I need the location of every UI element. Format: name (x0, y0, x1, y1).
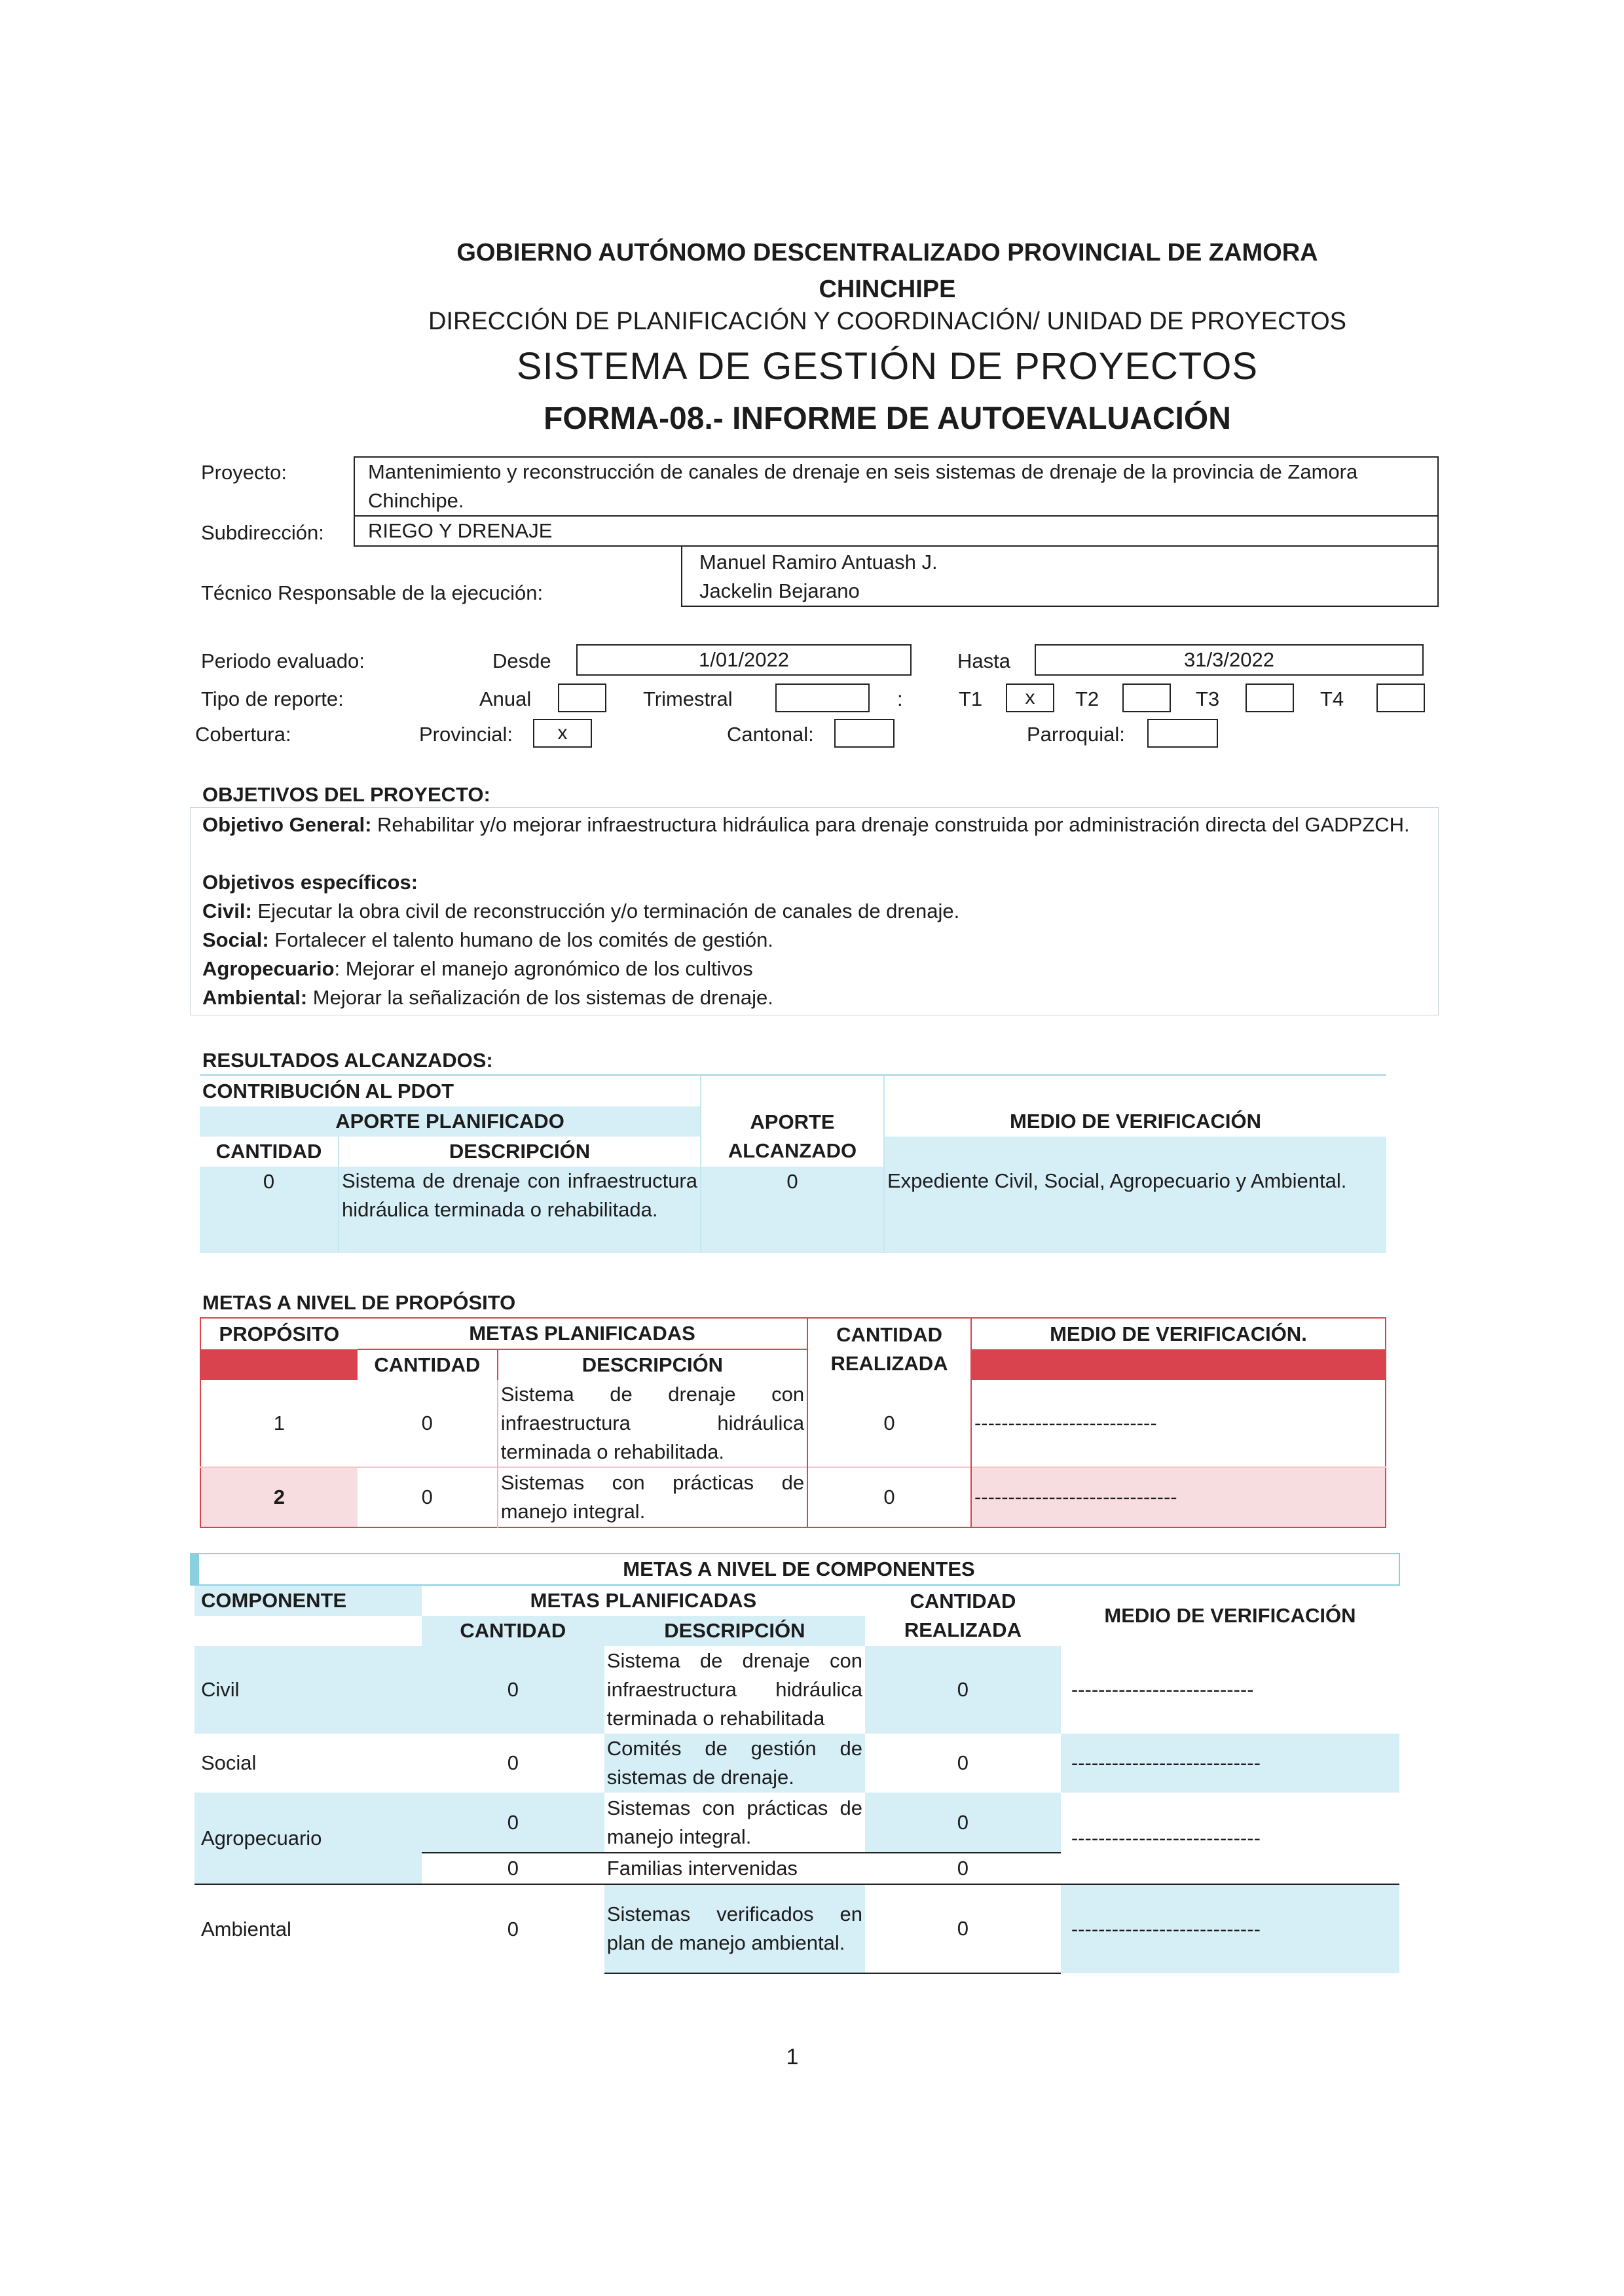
objetivos-box (190, 807, 1439, 1015)
system-title: SISTEMA DE GESTIÓN DE PROYECTOS (516, 345, 1259, 388)
pdot-row-cantidad: 0 (200, 1167, 339, 1253)
objetivo-agropecuario-label: Agropecuario (202, 957, 335, 980)
pdot-medio-header: MEDIO DE VERIFICACIÓN (884, 1106, 1386, 1137)
aporte-alcanzado-header: APORTE ALCANZADO (701, 1106, 884, 1167)
proposito-row-2-proposito: 2 (200, 1467, 358, 1527)
t4-checkbox[interactable] (1376, 683, 1425, 712)
hasta-label: Hasta (957, 649, 1010, 672)
proposito-descripcion-header: DESCRIPCIÓN (498, 1349, 807, 1380)
componentes-cantidad-header: CANTIDAD (422, 1616, 604, 1646)
pdot-medio-blank (884, 1137, 1386, 1167)
objetivo-civil (202, 897, 959, 926)
org-line-2: CHINCHIPE (819, 276, 956, 303)
componente-social-medio: ---------------------------- (1061, 1734, 1399, 1793)
objetivo-civil-text: Ejecutar la obra civil de reconstrucción y/o terminación de canales de drenaje. (251, 900, 960, 922)
objetivo-civil-label: Civil: (202, 900, 252, 922)
subdireccion-box (354, 515, 1439, 547)
objetivos-title: OBJETIVOS DEL PROYECTO: (202, 783, 490, 806)
anual-checkbox[interactable] (558, 683, 606, 712)
objetivo-social-label: Social: (202, 928, 269, 951)
provincial-checkbox[interactable]: x (533, 719, 592, 748)
t1-checkbox[interactable]: x (1006, 683, 1054, 712)
desde-field[interactable] (576, 644, 912, 676)
componente-ambiental-cantidad: 0 (507, 1917, 519, 1941)
hasta-field[interactable] (1035, 644, 1424, 676)
componente-civil-medio: --------------------------- (1071, 1678, 1254, 1701)
tecnico-2: Jackelin Bejarano (699, 579, 860, 602)
objetivo-general-text: Rehabilitar y/o mejorar infraestructura hidráulica para drenaje construida por administración directa del GADPZCH. (371, 813, 1410, 836)
proposito-row-2-descripcion: Sistemas con prácticas de manejo integral. (498, 1467, 807, 1527)
proyecto-label: Proyecto: (201, 461, 287, 484)
proposito-row-2-realizada: 0 (807, 1467, 971, 1527)
anual-label: Anual (479, 687, 532, 710)
componente-ambiental-realizada: 0 (865, 1884, 1061, 1973)
componente-row-social (194, 1734, 1399, 1793)
department-title: DIRECCIÓN DE PLANIFICACIÓN Y COORDINACIÓN/ UNIDAD DE PROYECTOS (428, 308, 1346, 335)
tipo-reporte-label: Tipo de reporte: (201, 687, 344, 710)
periodo-label: Periodo evaluado: (201, 649, 365, 672)
componente-header: COMPONENTE (194, 1585, 422, 1616)
componente-civil-descripcion: Sistema de drenaje con infraestructura hidráulica terminada o rehabilitada (606, 1649, 862, 1730)
proposito-cantidad-header: CANTIDAD (358, 1349, 498, 1380)
proposito-row-1 (200, 1380, 1386, 1467)
trimestral-checkbox[interactable] (775, 683, 870, 712)
componentes-header-blank (194, 1616, 422, 1646)
hasta-value: 31/3/2022 (1184, 648, 1274, 671)
proposito-row-1-cantidad: 0 (421, 1412, 433, 1434)
proposito-realizada-header: CANTIDAD REALIZADA (807, 1318, 971, 1380)
componentes-title: METAS A NIVEL DE COMPONENTES (194, 1554, 1399, 1585)
componente-social-cantidad: 0 (507, 1751, 519, 1774)
t2-checkbox[interactable] (1122, 683, 1171, 712)
proposito-table (200, 1317, 1386, 1528)
componente-row-agro-1 (194, 1793, 1399, 1853)
componentes-metas-header: METAS PLANIFICADAS (530, 1589, 757, 1612)
componente-agro-realizada-2: 0 (957, 1857, 969, 1880)
desde-label: Desde (492, 649, 551, 672)
provincial-label: Provincial: (419, 723, 513, 746)
cantonal-label: Cantonal: (727, 723, 814, 746)
componente-civil-cantidad: 0 (422, 1646, 604, 1734)
proposito-row-1-proposito: 1 (273, 1412, 286, 1434)
pdot-blank-1 (701, 1075, 884, 1106)
org-line-1: GOBIERNO AUTÓNOMO DESCENTRALIZADO PROVINCIAL DE ZAMORA (456, 239, 1318, 266)
org-name (393, 234, 1382, 308)
pdot-cantidad-header: CANTIDAD (215, 1140, 322, 1163)
desde-value: 1/01/2022 (699, 648, 789, 671)
subdireccion-value: RIEGO Y DRENAJE (368, 519, 553, 542)
componente-ambiental-medio: ---------------------------- (1061, 1884, 1399, 1973)
t4-label: T4 (1320, 687, 1344, 710)
objetivo-general-label: Objetivo General: (202, 813, 372, 836)
pdot-subtitle: CONTRIBUCIÓN AL PDOT (200, 1075, 701, 1106)
componente-agro-cantidad-1: 0 (422, 1793, 604, 1853)
proposito-red-bar-2 (971, 1349, 1386, 1380)
proposito-row-2-cantidad: 0 (421, 1485, 433, 1508)
proyecto-value: Mantenimiento y reconstrucción de canales de drenaje en seis sistemas de drenaje de la provincia de Zamora Chinchipe. (368, 460, 1358, 512)
objetivo-agropecuario-text: : Mejorar el manejo agronómico de los cultivos (334, 957, 753, 980)
subdireccion-label: Subdirección: (201, 521, 324, 544)
proposito-medio-header: MEDIO DE VERIFICACIÓN. (971, 1318, 1386, 1349)
proposito-row-2-medio: ------------------------------ (971, 1467, 1386, 1527)
resultados-title: RESULTADOS ALCANZADOS: (202, 1049, 493, 1072)
proposito-title: METAS A NIVEL DE PROPÓSITO (202, 1291, 516, 1314)
componente-agro-cantidad-2: 0 (507, 1857, 519, 1880)
t3-label: T3 (1196, 687, 1220, 710)
proposito-header: PROPÓSITO (219, 1322, 340, 1345)
componentes-realizada-header: CANTIDAD REALIZADA (904, 1590, 1022, 1641)
componentes-descripcion-header: DESCRIPCIÓN (604, 1616, 865, 1646)
parroquial-label: Parroquial: (1027, 723, 1125, 746)
objetivo-social (202, 926, 773, 955)
componente-row-civil (194, 1646, 1399, 1734)
pdot-blank-2 (884, 1075, 1386, 1106)
objetivo-ambiental-label: Ambiental: (202, 986, 308, 1009)
pdot-row-medio: Expediente Civil, Social, Agropecuario y Ambiental. (884, 1167, 1386, 1253)
componente-agro-descripcion-2: Familias intervenidas (606, 1857, 798, 1880)
trimestral-label: Trimestral (643, 687, 733, 710)
componente-agro-medio: ---------------------------- (1071, 1826, 1261, 1850)
t3-checkbox[interactable] (1246, 683, 1294, 712)
objetivo-ambiental (202, 983, 773, 1012)
componente-agro-descripcion-1: Sistemas con prácticas de manejo integral. (604, 1793, 865, 1853)
objetivo-agropecuario (202, 955, 753, 983)
page-number: 1 (786, 2045, 799, 2069)
componentes-table (190, 1553, 1400, 1974)
pdot-row-alcanzado: 0 (701, 1167, 884, 1253)
componentes-medio-header: MEDIO DE VERIFICACIÓN (1104, 1604, 1356, 1627)
colon: : (897, 687, 903, 710)
componente-social-realizada: 0 (957, 1751, 969, 1774)
pdot-descripcion-header: DESCRIPCIÓN (339, 1137, 701, 1167)
cobertura-label: Cobertura: (195, 723, 291, 746)
tecnico-1: Manuel Ramiro Antuash J. (699, 551, 938, 574)
pdot-table (200, 1074, 1386, 1253)
componente-social-descripcion: Comités de gestión de sistemas de drenaje. (604, 1734, 865, 1793)
proposito-red-bar-1 (200, 1349, 358, 1380)
componente-civil-name: Civil (194, 1646, 422, 1734)
proposito-row-1-realizada: 0 (807, 1380, 971, 1467)
componente-civil-realizada: 0 (865, 1646, 1061, 1734)
t1-label: T1 (959, 687, 983, 710)
pdot-row-descripcion: Sistema de drenaje con infraestructura hidráulica terminada o rehabilitada. (339, 1167, 701, 1253)
form-title: FORMA-08.- INFORME DE AUTOEVALUACIÓN (544, 401, 1231, 436)
componente-ambiental-descripcion: Sistemas verificados en plan de manejo ambiental. (604, 1884, 865, 1973)
proyecto-box (354, 456, 1439, 517)
proposito-row-2 (200, 1467, 1386, 1527)
cantonal-checkbox[interactable] (834, 719, 895, 748)
parroquial-checkbox[interactable] (1147, 719, 1218, 748)
componente-ambiental-name: Ambiental (201, 1917, 291, 1941)
componente-agro-realizada-1: 0 (865, 1793, 1061, 1853)
aporte-planificado-header: APORTE PLANIFICADO (335, 1110, 564, 1133)
proposito-row-1-descripcion: Sistema de drenaje con infraestructura hidráulica terminada o rehabilitada. (498, 1380, 807, 1467)
objetivo-social-text: Fortalecer el talento humano de los comités de gestión. (268, 928, 773, 951)
tecnico-label: Técnico Responsable de la ejecución: (201, 581, 544, 604)
objetivo-general (202, 811, 1427, 839)
tecnico-box (681, 545, 1439, 607)
componente-agro-name: Agropecuario (194, 1793, 422, 1884)
componente-social-name: Social (201, 1751, 257, 1774)
objetivo-ambiental-text: Mejorar la señalización de los sistemas de drenaje. (307, 986, 773, 1009)
proposito-row-1-medio: --------------------------- (971, 1380, 1386, 1467)
t2-label: T2 (1075, 687, 1099, 710)
proposito-metas-header: METAS PLANIFICADAS (469, 1322, 695, 1345)
objetivos-especificos-label: Objetivos específicos: (202, 871, 418, 894)
componente-row-ambiental (194, 1884, 1399, 1973)
